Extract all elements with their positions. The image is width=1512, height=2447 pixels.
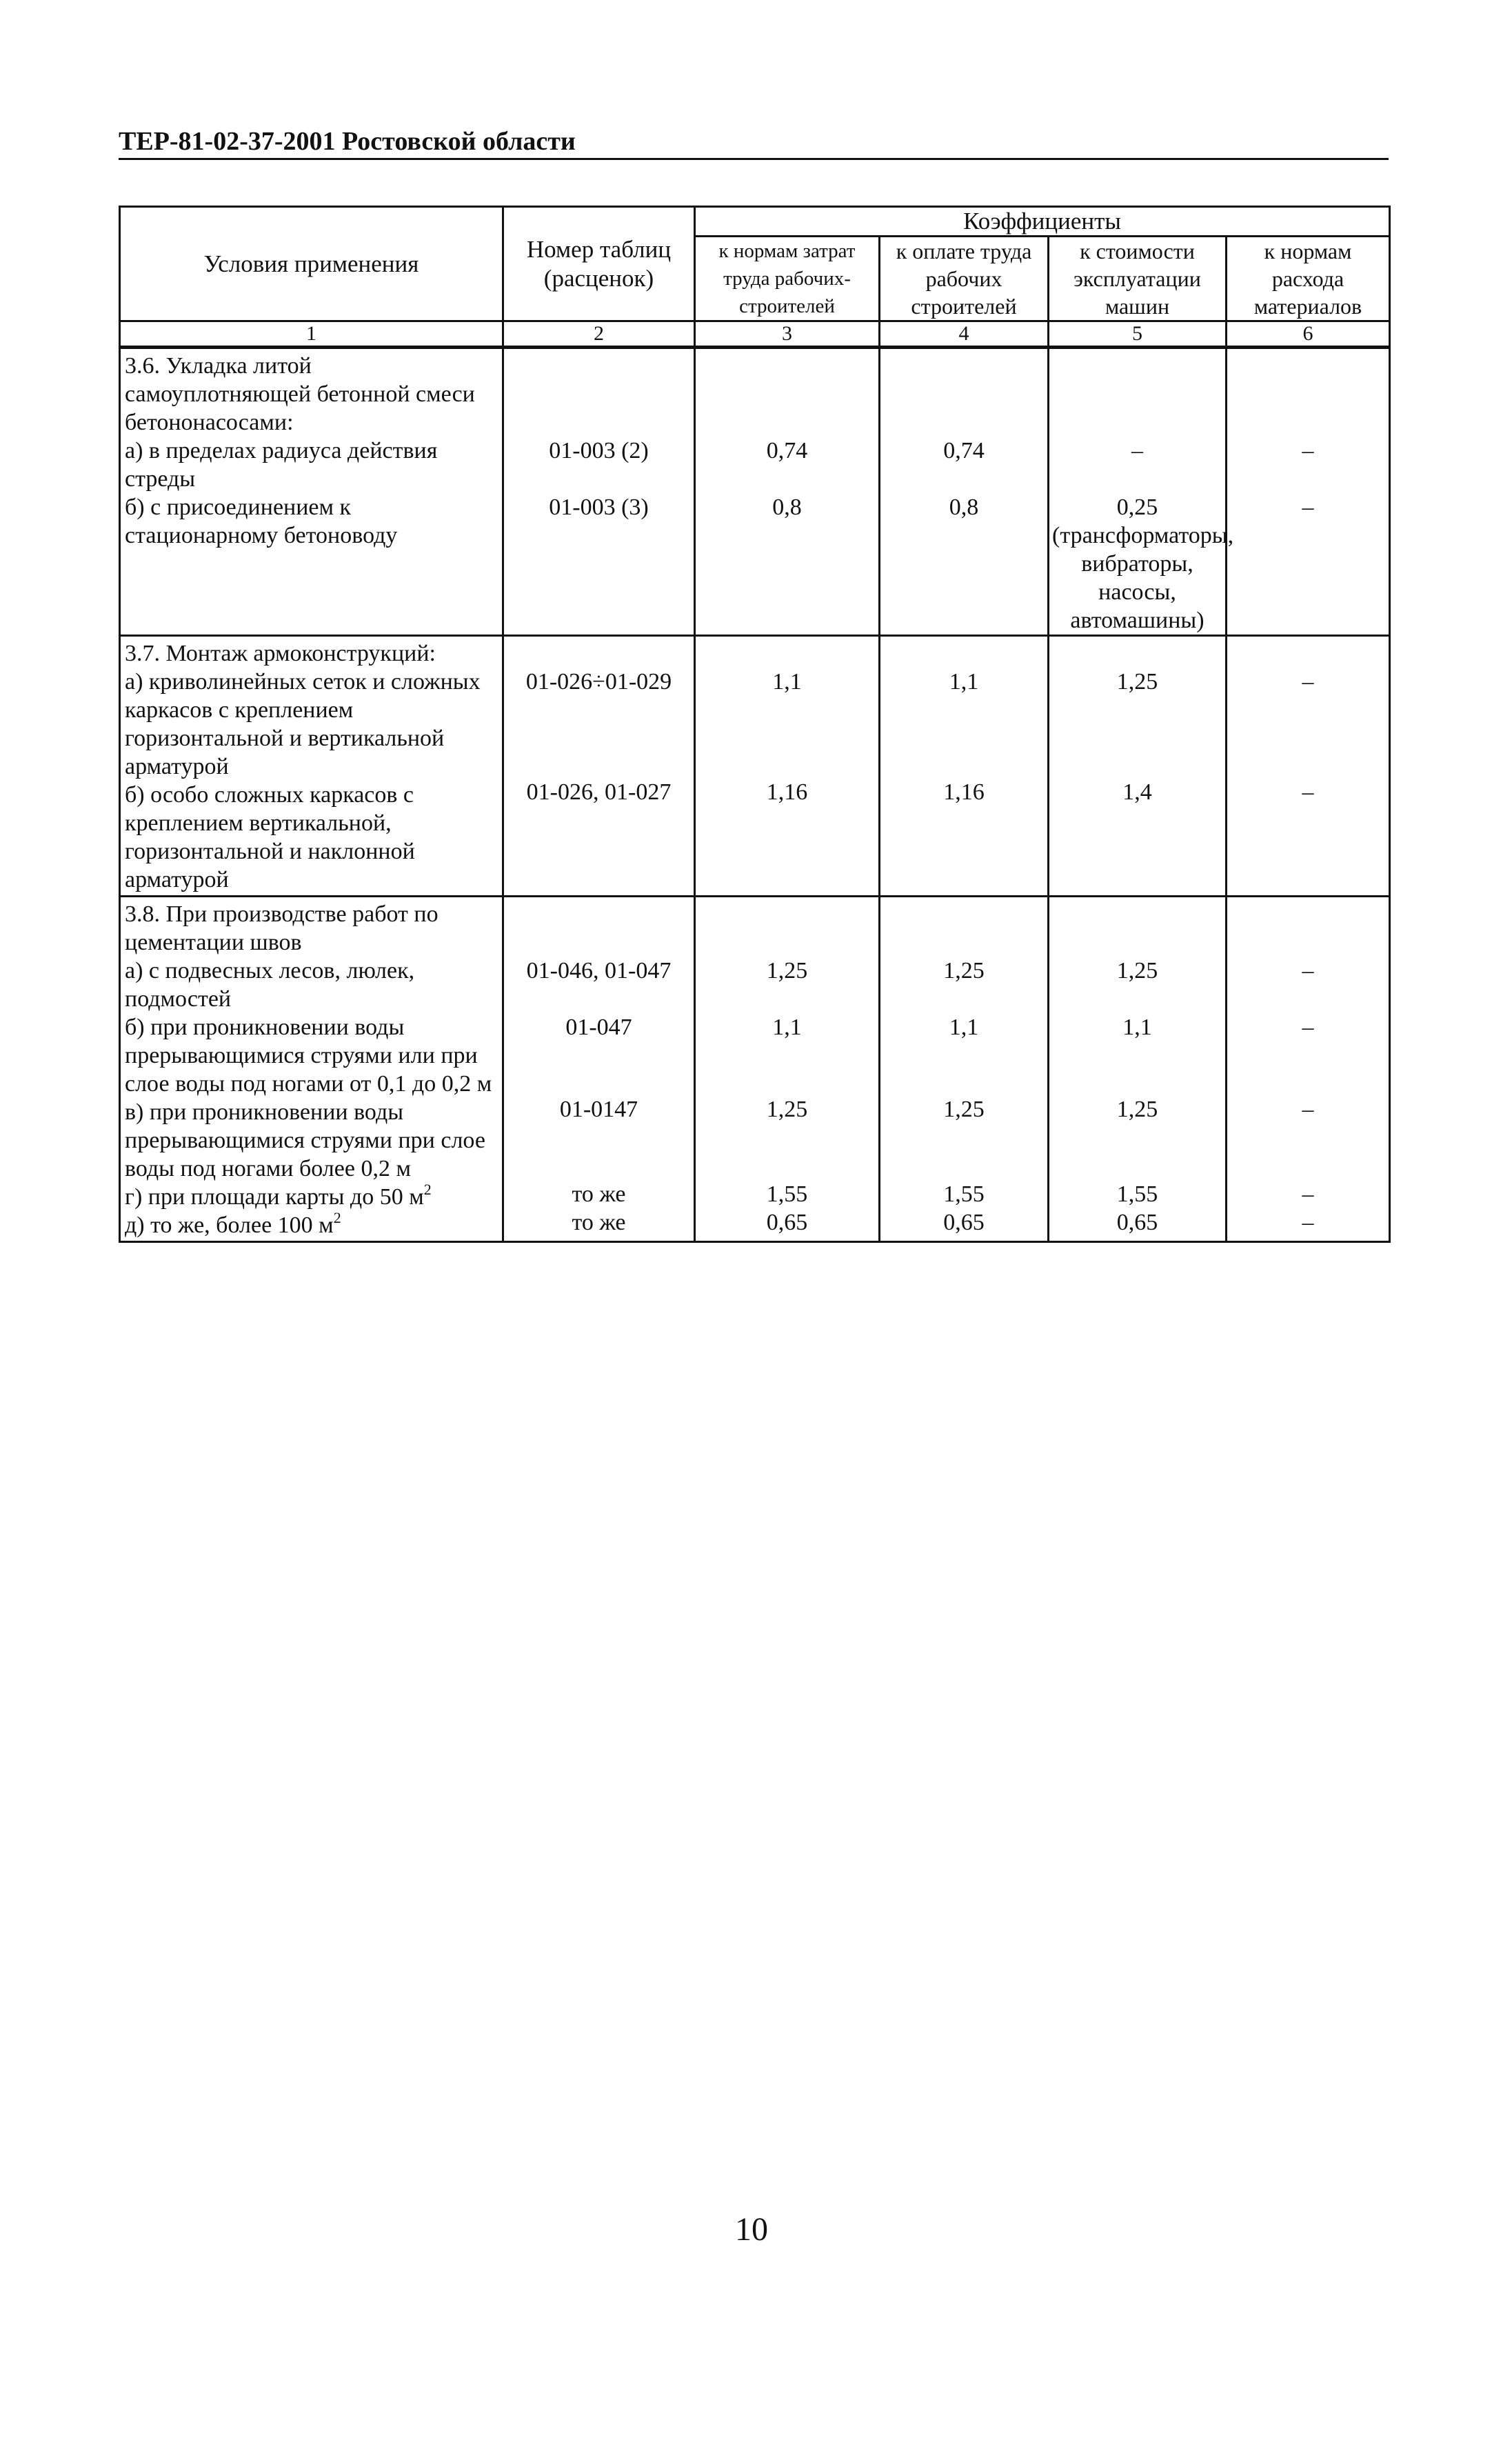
- condition-item: в) при проникновении воды прерывающимися струями при слое воды под ногами более 0,2 м: [125, 1099, 485, 1181]
- coef-labor-norms-cell: [695, 348, 880, 636]
- condition-item: [125, 1211, 499, 1239]
- condition-item: а) в пределах радиуса действия стреды: [125, 438, 438, 492]
- table-number-cell: [503, 636, 695, 897]
- coef-value: 1,25: [1116, 669, 1158, 695]
- conditions-cell: [120, 897, 503, 1242]
- page-number: 10: [735, 2211, 768, 2248]
- table-number: 01-026÷01-029: [525, 669, 672, 695]
- condition-item: б) при проникновении воды прерывающимися струями или при слое воды под ногами от 0,1 до 0,2 м: [125, 1015, 492, 1097]
- coef-value: 1,1: [772, 1015, 802, 1040]
- document-title: ТЕР-81-02-37-2001 Ростовской области: [119, 127, 576, 156]
- coef-labor-norms-cell: [695, 636, 880, 897]
- header-coef-labor-pay: к оплате труда рабочих строителей: [880, 237, 1049, 321]
- table-number-cell: [503, 348, 695, 636]
- coef-value: 1,16: [943, 779, 985, 805]
- condition-item: [125, 1183, 499, 1211]
- coef-value: –: [1302, 779, 1314, 805]
- coef-value: 1,25: [943, 1097, 985, 1122]
- section-title: 3.7. Монтаж армоконструкций:: [125, 641, 436, 666]
- header-conditions: Условия применения: [120, 207, 503, 321]
- section-title: 3.6. Укладка литой самоуплотняющей бетонной смеси бетононасосами:: [125, 353, 475, 435]
- coef-value: 1,16: [766, 779, 808, 805]
- coef-value: –: [1302, 438, 1314, 463]
- table-number-cell: [503, 897, 695, 1242]
- coef-labor-norms-cell: [695, 897, 880, 1242]
- coef-value: 0,65: [943, 1210, 985, 1235]
- column-number: 1: [120, 321, 503, 348]
- coef-value: 0,65: [766, 1210, 808, 1235]
- table-number: 01-026, 01-027: [526, 779, 672, 805]
- coef-value: 1,4: [1122, 779, 1152, 805]
- coef-value: 1,1: [949, 1015, 979, 1040]
- coef-value: –: [1302, 1210, 1314, 1235]
- header-coef-materials: к нормам расхода материалов: [1227, 237, 1390, 321]
- header-coefficients: Коэффициенты: [695, 207, 1390, 237]
- table-number: 01-0147: [559, 1097, 638, 1122]
- coef-value: 1,25: [1116, 1097, 1158, 1122]
- superscript: 2: [423, 1181, 432, 1198]
- column-number: 3: [695, 321, 880, 348]
- condition-item: а) с подвесных лесов, люлек, подмостей: [125, 958, 415, 1012]
- coef-machines-cell: [1049, 348, 1234, 636]
- column-numbers-row: [120, 321, 1390, 348]
- coef-value: 1,55: [766, 1181, 808, 1207]
- coef-value: 0,8: [949, 495, 979, 520]
- coef-value: –: [1302, 1181, 1314, 1207]
- table-number: 01-003 (2): [549, 438, 649, 463]
- table-number: 01-003 (3): [549, 495, 649, 520]
- coef-value: –: [1302, 669, 1314, 695]
- table-row-section-3-8: [120, 897, 1390, 1242]
- coef-value: 0,8: [772, 495, 802, 520]
- coef-value: 1,1: [772, 669, 802, 695]
- section-title: 3.8. При производстве работ по цементации швов: [125, 901, 439, 955]
- table-number: то же: [572, 1181, 626, 1207]
- coef-value: –: [1302, 958, 1314, 983]
- coef-value: 1,55: [1116, 1181, 1158, 1207]
- superscript: 2: [333, 1209, 341, 1226]
- column-number: 5: [1049, 321, 1227, 348]
- coef-value: 0,74: [766, 438, 808, 463]
- header-table-number: Номер таблиц (расценок): [503, 207, 695, 321]
- condition-item: а) криволинейных сеток и сложных каркасов с креплением горизонтальной и вертикальной арматурой: [125, 669, 481, 779]
- coef-labor-pay-cell: [880, 348, 1049, 636]
- coef-value: –: [1302, 495, 1314, 520]
- coef-materials-cell: [1227, 636, 1390, 897]
- conditions-cell: [120, 636, 503, 897]
- coef-value: 1,55: [943, 1181, 985, 1207]
- condition-item: б) особо сложных каркасов с креплением вертикальной, горизонтальной и наклонной арматурой: [125, 782, 415, 892]
- table-row-section-3-7: [120, 636, 1390, 897]
- coef-value: 1,1: [1122, 1015, 1152, 1040]
- table-number: 01-047: [565, 1015, 632, 1040]
- header-coef-machines: к стоимости эксплуатации машин: [1049, 237, 1227, 321]
- coef-value: –: [1302, 1015, 1314, 1040]
- coefficients-table: [119, 206, 1391, 1243]
- table-row-section-3-6: [120, 348, 1390, 636]
- coef-value: –: [1131, 438, 1143, 463]
- coef-machines-cell: [1049, 636, 1227, 897]
- condition-item-text: д) то же, более 100 м: [125, 1212, 334, 1238]
- coef-value: 1,25: [766, 1097, 808, 1122]
- coef-machines-cell: [1049, 897, 1227, 1242]
- document-header: [119, 126, 1389, 160]
- coef-value: 0,65: [1116, 1210, 1158, 1235]
- condition-item: б) с присоединением к стационарному бетоноводу: [125, 495, 398, 548]
- coef-value: 1,25: [1116, 958, 1158, 983]
- coefficients-table-wrapper: [119, 206, 1389, 1243]
- condition-item-text: г) при площади карты до 50 м: [125, 1184, 424, 1210]
- coef-value: 1,25: [943, 958, 985, 983]
- coef-value: 1,25: [766, 958, 808, 983]
- coef-value: 1,1: [949, 669, 979, 695]
- coef-materials-cell: [1227, 897, 1390, 1242]
- column-number: 4: [880, 321, 1049, 348]
- coef-labor-pay-cell: [880, 897, 1049, 1242]
- table-number: то же: [572, 1210, 626, 1235]
- coef-value: 0,25 (трансформаторы, вибраторы, насосы, автомашины): [1052, 495, 1234, 633]
- table-number: 01-046, 01-047: [526, 958, 672, 983]
- coef-value: 0,74: [943, 438, 985, 463]
- header-coef-labor-norms: к нормам затрат труда рабочих-строителей: [695, 237, 880, 321]
- coef-labor-pay-cell: [880, 636, 1049, 897]
- column-number: 6: [1227, 321, 1390, 348]
- coef-value: –: [1302, 1097, 1314, 1122]
- column-number: 2: [503, 321, 695, 348]
- conditions-cell: [120, 348, 503, 636]
- coef-materials-cell: [1227, 348, 1390, 636]
